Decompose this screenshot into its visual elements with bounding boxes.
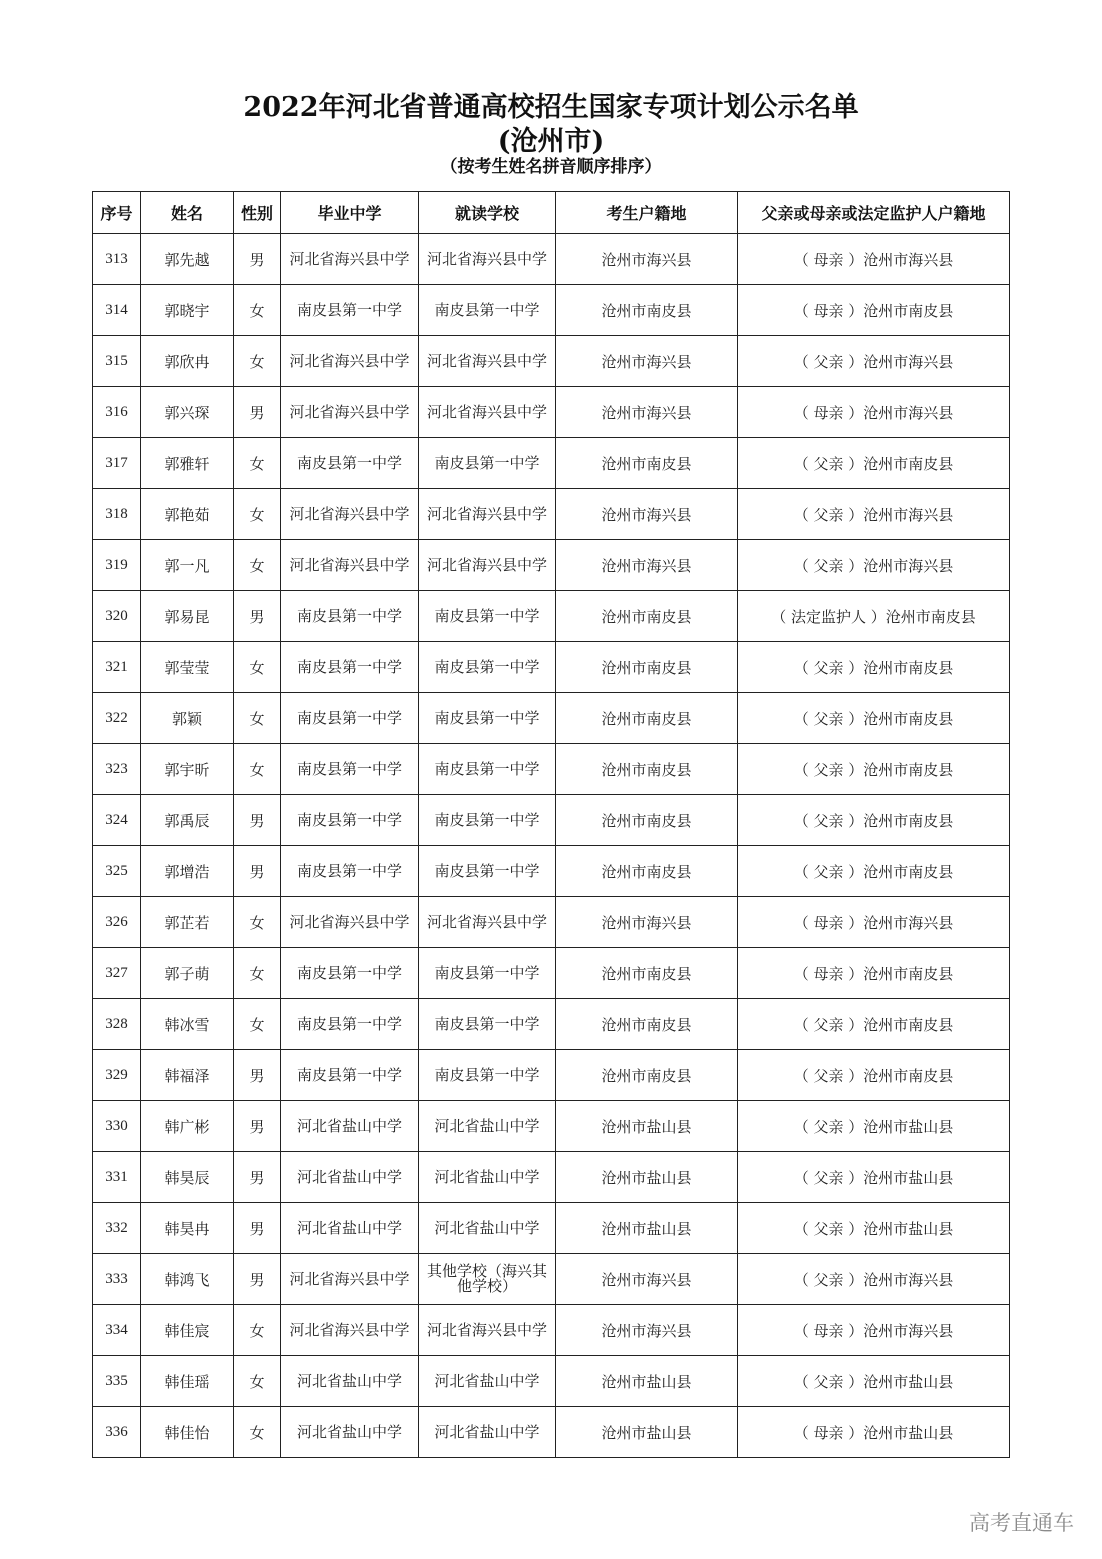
cell-candidate-residence: 沧州市海兴县	[556, 540, 738, 591]
cell-graduation-school: 南皮县第一中学	[281, 846, 419, 897]
table-row	[93, 1254, 1010, 1305]
cell-gender: 女	[234, 999, 281, 1050]
cell-guardian-residence: （ 父亲 ）沧州市南皮县	[738, 1050, 1010, 1101]
cell-graduation-school: 河北省海兴县中学	[281, 540, 419, 591]
cell-candidate-residence: 沧州市南皮县	[556, 999, 738, 1050]
cell-guardian-residence: （ 母亲 ）沧州市南皮县	[738, 948, 1010, 999]
cell-name: 郭先越	[141, 234, 234, 285]
table-row	[93, 999, 1010, 1050]
cell-serial-number: 322	[93, 693, 141, 744]
cell-current-school: 南皮县第一中学	[419, 744, 556, 795]
table-row	[93, 846, 1010, 897]
cell-serial-number: 333	[93, 1254, 141, 1305]
candidate-roster-table	[92, 191, 1010, 1458]
cell-name: 郭欣冉	[141, 336, 234, 387]
cell-gender: 男	[234, 234, 281, 285]
cell-candidate-residence: 沧州市海兴县	[556, 1305, 738, 1356]
cell-candidate-residence: 沧州市海兴县	[556, 489, 738, 540]
cell-graduation-school: 河北省盐山中学	[281, 1152, 419, 1203]
cell-serial-number: 317	[93, 438, 141, 489]
cell-name: 韩昊辰	[141, 1152, 234, 1203]
cell-name: 郭芷若	[141, 897, 234, 948]
cell-graduation-school: 河北省海兴县中学	[281, 897, 419, 948]
table-row	[93, 1305, 1010, 1356]
cell-guardian-residence: （ 父亲 ）沧州市南皮县	[738, 744, 1010, 795]
table-row	[93, 1356, 1010, 1407]
cell-gender: 男	[234, 1254, 281, 1305]
cell-gender: 女	[234, 285, 281, 336]
cell-gender: 男	[234, 1203, 281, 1254]
cell-graduation-school: 河北省盐山中学	[281, 1356, 419, 1407]
cell-current-school: 南皮县第一中学	[419, 795, 556, 846]
cell-current-school: 河北省盐山中学	[419, 1407, 556, 1458]
cell-current-school: 南皮县第一中学	[419, 642, 556, 693]
cell-current-school: 河北省海兴县中学	[419, 540, 556, 591]
cell-candidate-residence: 沧州市南皮县	[556, 693, 738, 744]
table-row	[93, 1050, 1010, 1101]
cell-name: 郭雅轩	[141, 438, 234, 489]
table-row	[93, 948, 1010, 999]
cell-gender: 女	[234, 540, 281, 591]
cell-serial-number: 329	[93, 1050, 141, 1101]
cell-current-school: 河北省海兴县中学	[419, 234, 556, 285]
table-row	[93, 540, 1010, 591]
cell-candidate-residence: 沧州市海兴县	[556, 234, 738, 285]
cell-serial-number: 316	[93, 387, 141, 438]
table-row	[93, 1203, 1010, 1254]
cell-candidate-residence: 沧州市南皮县	[556, 795, 738, 846]
cell-graduation-school: 河北省海兴县中学	[281, 1305, 419, 1356]
cell-serial-number: 332	[93, 1203, 141, 1254]
cell-current-school: 南皮县第一中学	[419, 846, 556, 897]
cell-current-school: 河北省盐山中学	[419, 1101, 556, 1152]
cell-serial-number: 325	[93, 846, 141, 897]
cell-gender: 女	[234, 693, 281, 744]
cell-graduation-school: 河北省海兴县中学	[281, 336, 419, 387]
cell-serial-number: 319	[93, 540, 141, 591]
cell-graduation-school: 河北省海兴县中学	[281, 1254, 419, 1305]
cell-current-school: 河北省海兴县中学	[419, 897, 556, 948]
table-row	[93, 744, 1010, 795]
header-serial-number: 序号	[93, 192, 141, 234]
cell-name: 韩佳宸	[141, 1305, 234, 1356]
cell-current-school: 南皮县第一中学	[419, 438, 556, 489]
cell-name: 韩昊冉	[141, 1203, 234, 1254]
table-row	[93, 336, 1010, 387]
cell-name: 郭易昆	[141, 591, 234, 642]
cell-name: 郭增浩	[141, 846, 234, 897]
cell-name: 郭一凡	[141, 540, 234, 591]
cell-guardian-residence: （ 父亲 ）沧州市盐山县	[738, 1356, 1010, 1407]
cell-gender: 男	[234, 1101, 281, 1152]
cell-graduation-school: 南皮县第一中学	[281, 999, 419, 1050]
cell-gender: 男	[234, 1152, 281, 1203]
table-row	[93, 642, 1010, 693]
cell-guardian-residence: （ 父亲 ）沧州市海兴县	[738, 1254, 1010, 1305]
cell-gender: 男	[234, 1050, 281, 1101]
cell-guardian-residence: （ 父亲 ）沧州市海兴县	[738, 336, 1010, 387]
cell-serial-number: 315	[93, 336, 141, 387]
cell-name: 郭子萌	[141, 948, 234, 999]
cell-guardian-residence: （ 父亲 ）沧州市盐山县	[738, 1101, 1010, 1152]
table-body	[93, 234, 1010, 1458]
table-row	[93, 234, 1010, 285]
cell-graduation-school: 南皮县第一中学	[281, 744, 419, 795]
cell-serial-number: 323	[93, 744, 141, 795]
cell-current-school: 河北省盐山中学	[419, 1356, 556, 1407]
cell-graduation-school: 南皮县第一中学	[281, 795, 419, 846]
cell-guardian-residence: （ 法定监护人 ）沧州市南皮县	[738, 591, 1010, 642]
table-row	[93, 285, 1010, 336]
cell-name: 郭颖	[141, 693, 234, 744]
cell-graduation-school: 南皮县第一中学	[281, 1050, 419, 1101]
header-name: 姓名	[141, 192, 234, 234]
cell-candidate-residence: 沧州市南皮县	[556, 438, 738, 489]
cell-guardian-residence: （ 父亲 ）沧州市盐山县	[738, 1203, 1010, 1254]
cell-candidate-residence: 沧州市南皮县	[556, 948, 738, 999]
cell-serial-number: 318	[93, 489, 141, 540]
cell-candidate-residence: 沧州市南皮县	[556, 846, 738, 897]
table-row	[93, 1101, 1010, 1152]
cell-serial-number: 326	[93, 897, 141, 948]
cell-gender: 女	[234, 336, 281, 387]
cell-graduation-school: 南皮县第一中学	[281, 948, 419, 999]
table-header	[93, 192, 1010, 234]
cell-gender: 女	[234, 897, 281, 948]
header-guardian-residence: 父亲或母亲或法定监护人户籍地	[738, 192, 1010, 234]
cell-current-school: 河北省海兴县中学	[419, 387, 556, 438]
cell-current-school: 南皮县第一中学	[419, 591, 556, 642]
cell-serial-number: 335	[93, 1356, 141, 1407]
cell-name: 郭兴琛	[141, 387, 234, 438]
document-subtitle: (沧州市)	[497, 126, 605, 157]
cell-guardian-residence: （ 父亲 ）沧州市南皮县	[738, 642, 1010, 693]
cell-gender: 女	[234, 489, 281, 540]
cell-gender: 女	[234, 1407, 281, 1458]
cell-current-school: 南皮县第一中学	[419, 1050, 556, 1101]
cell-candidate-residence: 沧州市南皮县	[556, 591, 738, 642]
cell-graduation-school: 南皮县第一中学	[281, 693, 419, 744]
cell-guardian-residence: （ 父亲 ）沧州市南皮县	[738, 693, 1010, 744]
table-row	[93, 1152, 1010, 1203]
cell-guardian-residence: （ 父亲 ）沧州市南皮县	[738, 999, 1010, 1050]
sort-order-note: （按考生姓名拼音顺序排序）	[440, 157, 662, 177]
cell-gender: 女	[234, 642, 281, 693]
cell-candidate-residence: 沧州市南皮县	[556, 744, 738, 795]
cell-graduation-school: 南皮县第一中学	[281, 285, 419, 336]
cell-gender: 女	[234, 744, 281, 795]
header-current-school: 就读学校	[419, 192, 556, 234]
table-row	[93, 591, 1010, 642]
cell-name: 韩福泽	[141, 1050, 234, 1101]
cell-candidate-residence: 沧州市海兴县	[556, 1254, 738, 1305]
cell-candidate-residence: 沧州市盐山县	[556, 1407, 738, 1458]
cell-name: 韩广彬	[141, 1101, 234, 1152]
cell-current-school: 南皮县第一中学	[419, 693, 556, 744]
cell-candidate-residence: 沧州市海兴县	[556, 387, 738, 438]
cell-candidate-residence: 沧州市海兴县	[556, 336, 738, 387]
header-gender: 性别	[234, 192, 281, 234]
table-row	[93, 897, 1010, 948]
table-row	[93, 795, 1010, 846]
cell-guardian-residence: （ 父亲 ）沧州市海兴县	[738, 540, 1010, 591]
cell-serial-number: 334	[93, 1305, 141, 1356]
cell-name: 韩冰雪	[141, 999, 234, 1050]
cell-gender: 男	[234, 795, 281, 846]
cell-gender: 女	[234, 948, 281, 999]
cell-candidate-residence: 沧州市南皮县	[556, 1050, 738, 1101]
table-row	[93, 693, 1010, 744]
cell-gender: 男	[234, 846, 281, 897]
cell-serial-number: 321	[93, 642, 141, 693]
table-row	[93, 1407, 1010, 1458]
cell-guardian-residence: （ 母亲 ）沧州市南皮县	[738, 285, 1010, 336]
cell-candidate-residence: 沧州市海兴县	[556, 897, 738, 948]
cell-guardian-residence: （ 母亲 ）沧州市海兴县	[738, 387, 1010, 438]
cell-graduation-school: 河北省盐山中学	[281, 1203, 419, 1254]
cell-serial-number: 336	[93, 1407, 141, 1458]
cell-current-school: 其他学校（海兴其他学校）	[419, 1254, 556, 1305]
cell-name: 郭艳茹	[141, 489, 234, 540]
cell-name: 韩佳怡	[141, 1407, 234, 1458]
document-title: 2022年河北省普通高校招生国家专项计划公示名单	[243, 92, 859, 123]
cell-graduation-school: 南皮县第一中学	[281, 642, 419, 693]
cell-current-school: 河北省海兴县中学	[419, 336, 556, 387]
cell-graduation-school: 河北省盐山中学	[281, 1101, 419, 1152]
cell-serial-number: 324	[93, 795, 141, 846]
cell-candidate-residence: 沧州市盐山县	[556, 1101, 738, 1152]
cell-candidate-residence: 沧州市盐山县	[556, 1203, 738, 1254]
cell-graduation-school: 河北省海兴县中学	[281, 234, 419, 285]
cell-graduation-school: 河北省海兴县中学	[281, 489, 419, 540]
cell-name: 郭宇昕	[141, 744, 234, 795]
cell-gender: 男	[234, 591, 281, 642]
cell-gender: 女	[234, 1356, 281, 1407]
cell-guardian-residence: （ 母亲 ）沧州市海兴县	[738, 897, 1010, 948]
cell-candidate-residence: 沧州市盐山县	[556, 1152, 738, 1203]
cell-serial-number: 313	[93, 234, 141, 285]
cell-graduation-school: 南皮县第一中学	[281, 591, 419, 642]
cell-current-school: 河北省盐山中学	[419, 1152, 556, 1203]
header-row	[93, 192, 1010, 234]
cell-gender: 男	[234, 387, 281, 438]
table-row	[93, 387, 1010, 438]
cell-guardian-residence: （ 父亲 ）沧州市南皮县	[738, 846, 1010, 897]
cell-gender: 女	[234, 1305, 281, 1356]
cell-serial-number: 314	[93, 285, 141, 336]
cell-serial-number: 330	[93, 1101, 141, 1152]
cell-serial-number: 320	[93, 591, 141, 642]
table-row	[93, 438, 1010, 489]
cell-current-school: 南皮县第一中学	[419, 285, 556, 336]
cell-guardian-residence: （ 父亲 ）沧州市南皮县	[738, 795, 1010, 846]
cell-candidate-residence: 沧州市盐山县	[556, 1356, 738, 1407]
cell-serial-number: 327	[93, 948, 141, 999]
cell-serial-number: 328	[93, 999, 141, 1050]
cell-name: 郭莹莹	[141, 642, 234, 693]
cell-guardian-residence: （ 母亲 ）沧州市海兴县	[738, 234, 1010, 285]
cell-candidate-residence: 沧州市南皮县	[556, 642, 738, 693]
cell-name: 郭禹辰	[141, 795, 234, 846]
cell-current-school: 河北省海兴县中学	[419, 1305, 556, 1356]
cell-current-school: 南皮县第一中学	[419, 948, 556, 999]
cell-current-school: 河北省海兴县中学	[419, 489, 556, 540]
header-graduation-school: 毕业中学	[281, 192, 419, 234]
cell-name: 韩鸿飞	[141, 1254, 234, 1305]
cell-serial-number: 331	[93, 1152, 141, 1203]
cell-guardian-residence: （ 父亲 ）沧州市海兴县	[738, 489, 1010, 540]
cell-guardian-residence: （ 父亲 ）沧州市南皮县	[738, 438, 1010, 489]
cell-guardian-residence: （ 父亲 ）沧州市盐山县	[738, 1152, 1010, 1203]
cell-candidate-residence: 沧州市南皮县	[556, 285, 738, 336]
cell-name: 郭晓宇	[141, 285, 234, 336]
header-candidate-residence: 考生户籍地	[556, 192, 738, 234]
table-row	[93, 489, 1010, 540]
cell-name: 韩佳瑶	[141, 1356, 234, 1407]
cell-gender: 女	[234, 438, 281, 489]
cell-current-school: 南皮县第一中学	[419, 999, 556, 1050]
cell-graduation-school: 南皮县第一中学	[281, 438, 419, 489]
cell-graduation-school: 河北省海兴县中学	[281, 387, 419, 438]
cell-guardian-residence: （ 母亲 ）沧州市盐山县	[738, 1407, 1010, 1458]
cell-guardian-residence: （ 母亲 ）沧州市海兴县	[738, 1305, 1010, 1356]
watermark-text: 高考直通车	[969, 1511, 1074, 1535]
cell-graduation-school: 河北省盐山中学	[281, 1407, 419, 1458]
cell-current-school: 河北省盐山中学	[419, 1203, 556, 1254]
